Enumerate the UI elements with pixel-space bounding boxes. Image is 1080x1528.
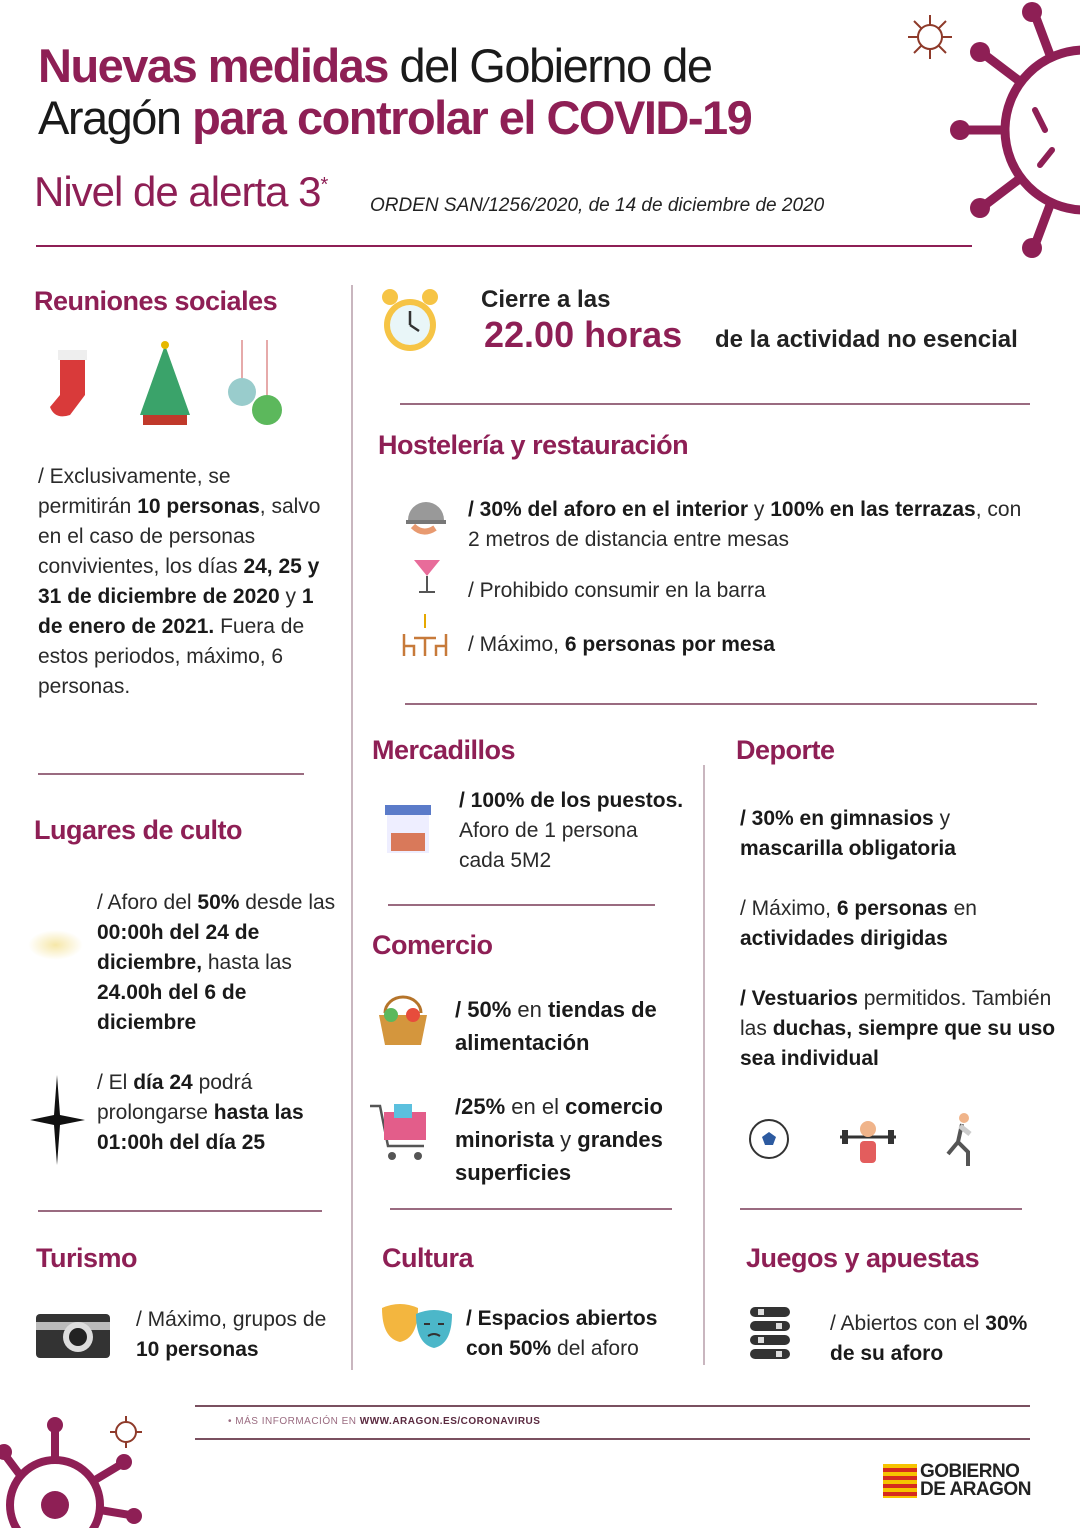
cocktail-icon [412,552,442,601]
divider [390,1208,672,1210]
bold-text: 30% de su aforo [830,1312,1028,1365]
hosteleria-item [468,576,1028,606]
deporte-item-2 [740,894,1040,954]
section-heading-turismo: Turismo [36,1243,138,1273]
bold-text: / Espacios abiertos con 50% [466,1307,658,1360]
text: del Gobierno de [387,39,712,92]
bold-text: comercio minorista [455,1094,663,1152]
divider [400,403,1030,405]
curfew-time: 22.00 horas [484,314,683,355]
text: desde las [239,891,336,914]
bold-text: 50% [197,891,240,914]
text: hasta las [202,951,292,974]
juegos-text [830,1309,1050,1369]
deporte-item-3 [740,984,1060,1074]
ornaments-icon [225,340,285,435]
text: / Máximo, [740,897,837,920]
text: y [933,807,951,830]
bold-text: hasta las 01:00h del día 25 [97,1101,304,1154]
theater-masks-icon [380,1302,456,1359]
bold-text: / 50% [455,997,512,1022]
text: / Exclusivamente, se permitirán [38,465,231,518]
text: / Máximo, [468,633,565,656]
text: / Abiertos con el [830,1312,986,1335]
bold-text: grandes superficies [455,1127,663,1185]
christmas-tree-icon [135,340,195,435]
divider [351,285,353,1370]
section-heading-cultura: Cultura [382,1243,473,1273]
virus-icon-bottom [0,1410,150,1528]
divider [740,1208,1022,1210]
grocery-basket-icon [375,993,431,1052]
deporte-item-1 [740,804,1040,864]
hosteleria-item [468,495,1038,555]
soccer-ball-icon [748,1118,790,1165]
title-line-1 [38,40,751,92]
text: podrá prolongarse [97,1071,253,1124]
divider [38,1210,322,1212]
comercio-item-2 [455,1090,695,1189]
culto-item-2 [97,1068,342,1158]
aragon-flag-icon [883,1464,917,1498]
divider [36,245,972,247]
casino-chips-icon [748,1303,792,1364]
culto-item-1 [97,888,347,1038]
camera-icon [36,1308,110,1363]
more-info-link[interactable]: WWW.ARAGON.ES/CORONAVIRUS [359,1416,541,1427]
alert-level [34,168,327,216]
runner-icon [940,1110,980,1175]
light-icon [28,930,83,960]
logo-line-2: DE ARAGON [920,1479,1031,1500]
text: Aragón [38,91,193,144]
text: / Aforo del [97,891,198,914]
text: en [511,997,548,1022]
text: y [554,1127,578,1152]
cultura-text [466,1304,696,1364]
virus-icon-small [905,12,955,62]
christmas-stocking-icon [45,345,95,437]
hosteleria-item [468,630,1028,660]
bold-text: 6 personas [836,897,948,920]
bold-text: /25% [455,1094,506,1119]
section-heading-mercadillos: Mercadillos [372,735,516,765]
bold-text: 24.00h del 6 de diciembre [97,981,247,1034]
more-info-label: MÁS INFORMACIÓN EN [235,1416,360,1427]
section-heading-culto: Lugares de culto [34,815,243,845]
bold-text: 00:00h del 24 de diciembre, [97,921,260,974]
bold-text: 1 de enero de 2021. [38,585,314,638]
logo-line-1: GOBIERNO [920,1461,1020,1482]
alert-level-text: Nivel de alerta 3 [34,168,321,215]
text: / Máximo, grupos de [136,1308,327,1331]
weightlifter-icon [838,1115,898,1172]
alarm-clock-icon [380,285,440,362]
section-heading-reuniones: Reuniones sociales [34,286,278,316]
section-heading-hosteleria: Hostelería y restauración [378,430,689,460]
alert-asterisk: * [320,174,328,196]
curfew-rest: de la actividad no esencial [715,326,1018,353]
text: , con 2 metros de distancia entre mesas [468,498,1022,551]
text: en el [505,1094,566,1119]
text: en [947,897,977,920]
bold-text: día 24 [133,1071,193,1094]
turismo-text [136,1305,336,1365]
text: y [279,585,302,608]
text: permitidos. También las [740,987,1052,1040]
text: Fuera de estos periodos, máximo, 6 personas. [38,615,305,698]
comercio-item-1 [455,993,695,1059]
more-info: • MÁS INFORMACIÓN EN WWW.ARAGON.ES/CORONAVIRUS [228,1416,541,1427]
bold-text: / 30% del aforo en el interior [468,498,749,521]
divider [195,1438,1030,1440]
bold-text: 10 personas [136,1338,259,1361]
virus-icon-large [940,0,1080,260]
divider [195,1405,1030,1407]
bold-text: para controlar el COVID-19 [192,91,752,144]
bold-text: 6 personas por mesa [564,633,775,656]
order-reference: ORDEN SAN/1256/2020, de 14 de diciembre de 2020 [370,195,825,216]
text: / Prohibido consumir en la barra [468,579,766,602]
reuniones-text [38,462,323,702]
shopping-cart-icon [368,1100,434,1171]
bold-text: mascarilla obligatoria [740,837,956,860]
page-title [38,40,751,144]
bold-text: actividades dirigidas [740,927,948,950]
cloche-icon [405,492,447,543]
text: del aforo [551,1337,639,1360]
text: / El [97,1071,134,1094]
market-stall-icon [383,803,433,860]
divider [38,773,304,775]
star-icon [30,1075,85,1170]
title-line-2 [38,92,751,144]
mercadillos-text [459,786,684,876]
text: Aforo de 1 persona cada 5M2 [459,819,638,872]
bold-text: 10 personas [137,495,260,518]
bold-text: 24, 25 y 31 de diciembre de 2020 [38,555,320,608]
bold-text: Nuevas medidas [38,39,388,92]
section-heading-juegos: Juegos y apuestas [746,1243,980,1273]
bold-text: 100% en las terrazas [770,498,976,521]
curfew-line1: Cierre a las [481,286,611,313]
section-heading-deporte: Deporte [736,735,835,765]
section-heading-comercio: Comercio [372,930,493,960]
bold-text: tiendas de alimentación [455,997,657,1055]
text: , salvo en el caso de personas convivientes, los días [38,495,321,578]
gobierno-aragon-logo [883,1463,1031,1499]
divider [405,703,1037,705]
text: y [748,498,771,521]
bold-text: duchas, siempre que su uso sea individual [740,1017,1056,1070]
bold-text: / 100% de los puestos. [459,789,684,812]
divider [388,904,655,906]
table-chairs-icon [400,612,450,663]
bold-text: / Vestuarios [740,987,858,1010]
bold-text: / 30% en gimnasios [740,807,934,830]
divider [703,765,705,1365]
